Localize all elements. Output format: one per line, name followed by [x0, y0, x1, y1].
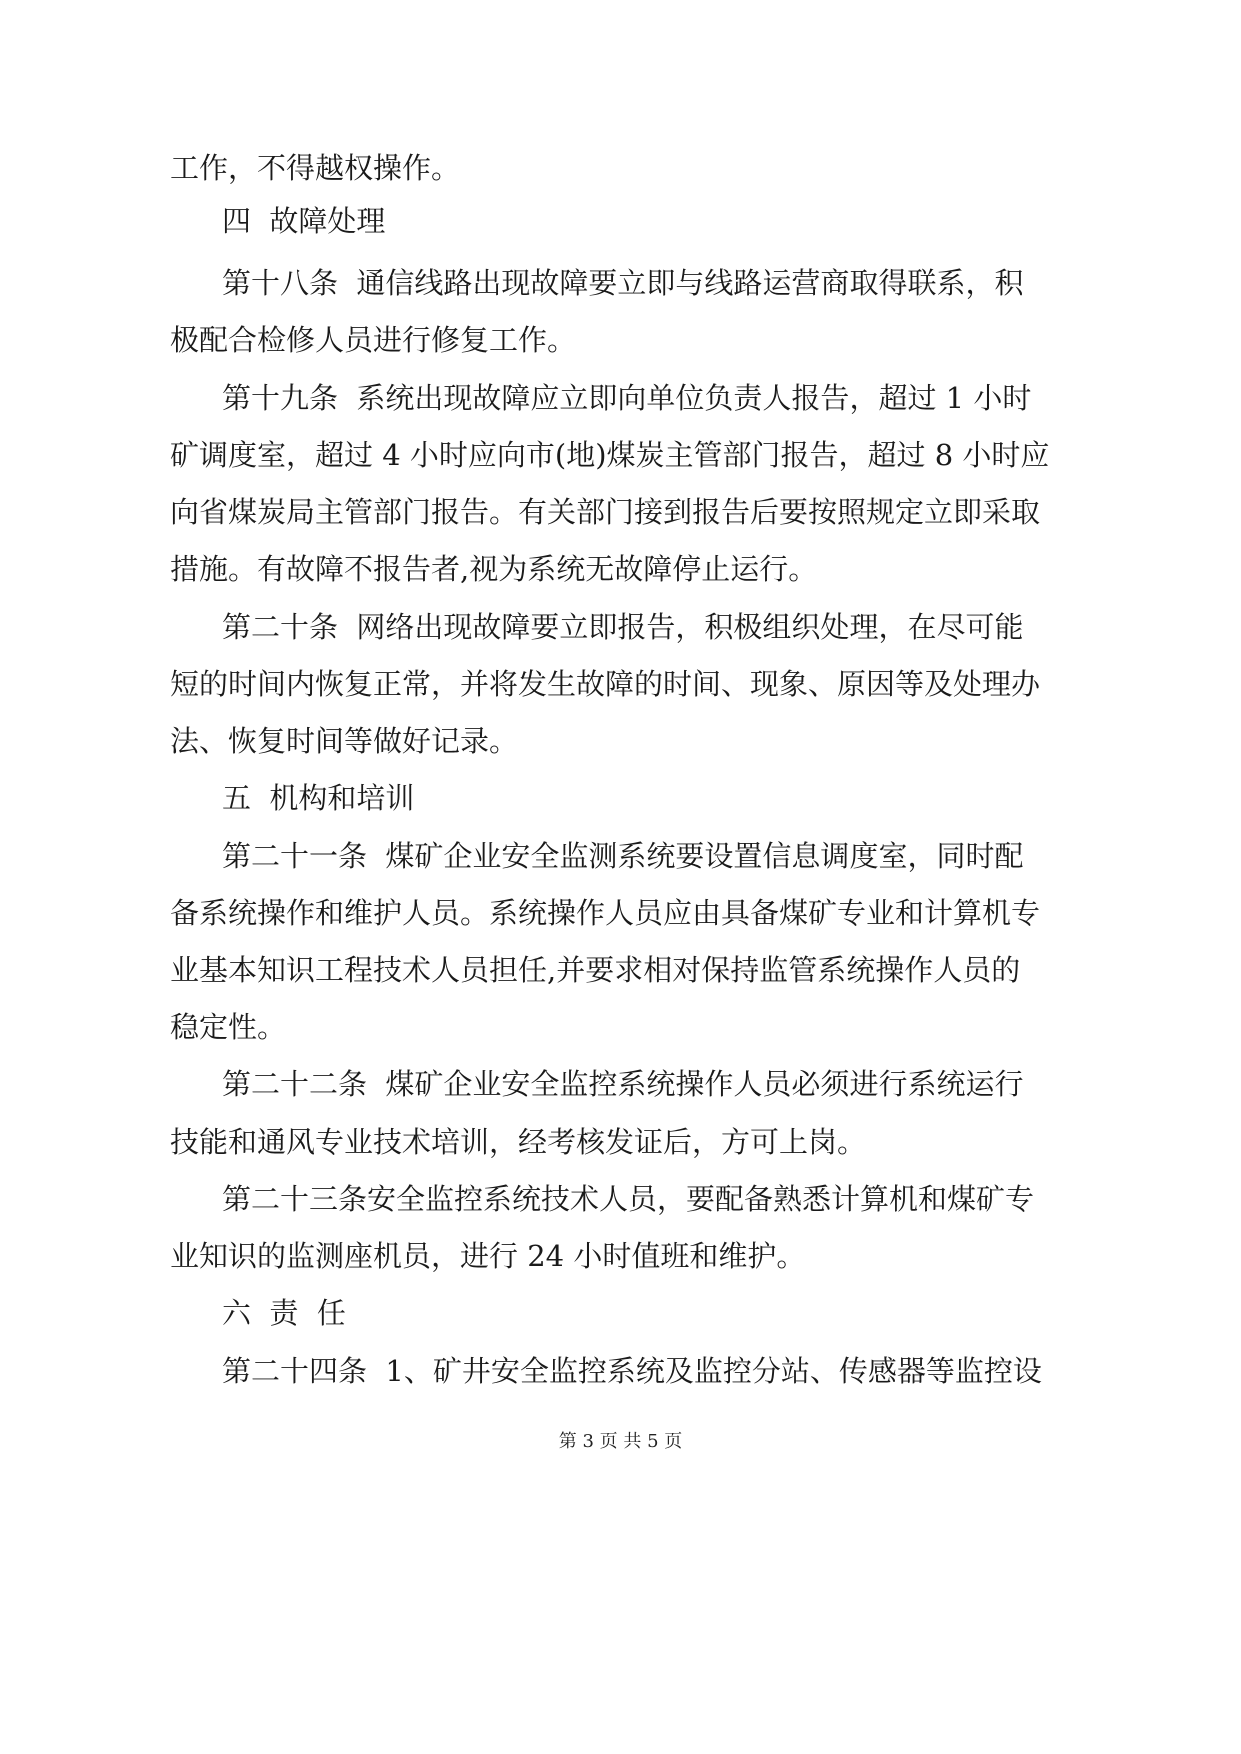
text-line: 业知识的监测座机员，进行 24 小时值班和维护。 — [170, 1239, 806, 1273]
section-heading: 五 机构和培训 — [222, 781, 415, 815]
text-line: 第十九条 系统出现故障应立即向单位负责人报告，超过 1 小时 — [222, 381, 1032, 415]
text-line: 技能和通风专业技术培训，经考核发证后，方可上岗。 — [170, 1125, 867, 1159]
text-line: 第二十条 网络出现故障要立即报告，积极组织处理，在尽可能 — [222, 610, 1024, 644]
section-heading: 四 故障处理 — [222, 204, 386, 238]
text-line: 工作，不得越权操作。 — [170, 151, 461, 185]
text-line: 稳定性。 — [170, 1010, 287, 1044]
text-line: 向省煤炭局主管部门报告。有关部门接到报告后要按照规定立即采取 — [170, 495, 1041, 529]
text-line: 第二十三条安全监控系统技术人员，要配备熟悉计算机和煤矿专 — [222, 1182, 1035, 1216]
section-heading: 六 责 任 — [222, 1296, 346, 1330]
text-line: 第十八条 通信线路出现故障要立即与线路运营商取得联系，积 — [222, 266, 1024, 300]
text-line: 极配合检修人员进行修复工作。 — [170, 323, 577, 357]
text-line: 备系统操作和维护人员。系统操作人员应由具备煤矿专业和计算机专 — [170, 896, 1041, 930]
text-line: 第二十二条 煤矿企业安全监控系统操作人员必须进行系统运行 — [222, 1067, 1024, 1101]
text-line: 矿调度室，超过 4 小时应向市(地)煤炭主管部门报告，超过 8 小时应 — [170, 438, 1050, 472]
text-line: 第二十一条 煤矿企业安全监测系统要设置信息调度室，同时配 — [222, 839, 1024, 873]
page-footer: 第 3 页 共 5 页 — [558, 1431, 683, 1452]
text-line: 短的时间内恢复正常，并将发生故障的时间、现象、原因等及处理办 — [170, 667, 1041, 701]
text-line: 法、恢复时间等做好记录。 — [170, 724, 519, 758]
text-line: 第二十四条 1、矿井安全监控系统及监控分站、传感器等监控设 — [222, 1354, 1042, 1388]
text-line: 措施。有故障不报告者,视为系统无故障停止运行。 — [170, 552, 818, 586]
text-line: 业基本知识工程技术人员担任,并要求相对保持监管系统操作人员的 — [170, 953, 1021, 987]
